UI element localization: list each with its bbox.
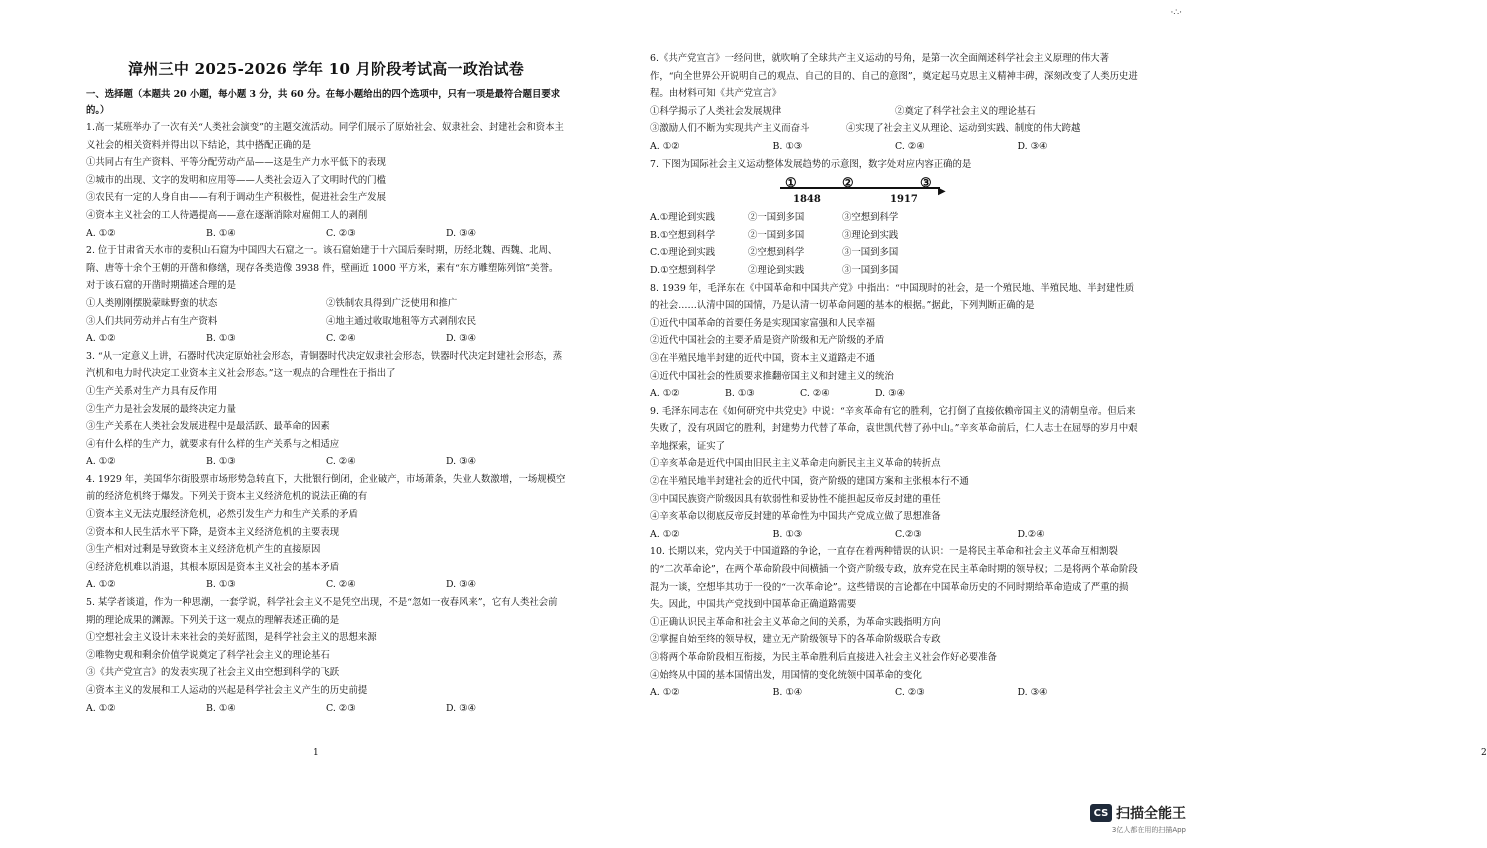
statement-row xyxy=(86,313,566,331)
question-8 xyxy=(650,280,1140,403)
statement: ①资本主义无法克服经济危机，必然引发生产力和生产关系的矛盾 xyxy=(86,509,358,521)
option-d[interactable]: D. ③④ xyxy=(446,227,476,239)
option-c[interactable]: C. ②④ xyxy=(895,140,925,152)
question-stem: 4. 1929 年，美国华尔街股票市场形势急转直下，大批银行倒闭，企业破产，市场萧条，失业人数激增，一场规模空前的经济危机终于爆发。下列关于资本主义经济危机的说法正确的有 xyxy=(86,473,566,503)
option-b[interactable]: B. ①③ xyxy=(206,456,236,468)
statement: ②资本和人民生活水平下降，是资本主义经济危机的主要表现 xyxy=(86,526,340,538)
statement: ①空想社会主义设计未来社会的美好蓝图，是科学社会主义的思想来源 xyxy=(86,632,377,644)
section-heading: 一、选择题（本题共 20 小题，每小题 3 分，共 60 分。在每小题给出的四个选项中，只有一项是最符合题目要求的。） xyxy=(86,89,561,116)
question-stem: 7. 下图为国际社会主义运动整体发展趋势的示意图，数字处对应内容正确的是 xyxy=(650,158,972,170)
right-column xyxy=(650,50,1140,702)
statement: ③农民有一定的人身自由——有利于调动生产积极性，促进社会生产发展 xyxy=(86,192,387,204)
option-a[interactable]: A. ①② xyxy=(86,333,116,345)
answer-options xyxy=(86,576,566,594)
option-c[interactable]: C. ②③ xyxy=(326,702,356,714)
statement-row xyxy=(86,295,566,313)
question-7 xyxy=(650,156,1140,280)
option-a[interactable]: A. ①② xyxy=(650,687,680,699)
option-c-item-2: ②空想到科学 xyxy=(748,247,805,259)
statement: ④资本主义的发展和工人运动的兴起是科学社会主义产生的历史前提 xyxy=(86,685,368,696)
exam-title: 漳州三中 2025-2026 学年 10 月阶段考试高一政治试卷 xyxy=(127,60,525,78)
statement: ④始终从中国的基本国情出发，用国情的变化统领中国革命的变化 xyxy=(650,669,922,681)
watermark-tagline: 3亿人都在用的扫描App xyxy=(1111,826,1186,834)
timeline-year-1917: 1917 xyxy=(890,194,918,206)
option-b[interactable]: B. ①③ xyxy=(206,333,236,345)
statement: ①近代中国革命的首要任务是实现国家富强和人民幸福 xyxy=(650,317,876,329)
question-9 xyxy=(650,403,1140,544)
option-b[interactable]: B. ①④ xyxy=(206,702,236,714)
statement: ④地主通过收取地租等方式剥削农民 xyxy=(326,315,477,327)
option-d-item-3: ③一国到多国 xyxy=(842,264,899,276)
statement: ③人们共同劳动并占有生产资料 xyxy=(86,315,218,327)
statement: ②铁制农具得到广泛使用和推广 xyxy=(326,297,458,309)
option-c[interactable]: C. ②④ xyxy=(326,333,356,345)
option-b[interactable]: B. ①④ xyxy=(772,687,803,699)
option-c[interactable]: C.①理论到实践 xyxy=(650,247,716,259)
statement: ③在半殖民地半封建的近代中国，资本主义道路走不通 xyxy=(650,352,876,364)
option-a[interactable]: A. ①② xyxy=(86,227,116,239)
option-c[interactable]: C. ②④ xyxy=(326,456,356,468)
option-a[interactable]: A. ①② xyxy=(650,140,680,152)
statement: ①科学揭示了人类社会发展规律 xyxy=(650,105,782,117)
answer-options xyxy=(650,526,1140,544)
statement: ①人类刚刚摆脱蒙昧野蛮的状态 xyxy=(86,297,218,309)
option-d[interactable]: D. ③④ xyxy=(446,579,476,591)
statement: ④经济危机难以消退，其根本原因是资本主义社会的基本矛盾 xyxy=(86,561,340,573)
question-4 xyxy=(86,471,566,594)
statement: ②生产力是社会发展的最终决定力量 xyxy=(86,403,237,415)
statement: ③中国民族资产阶级因具有软弱性和妥协性不能担起反帝反封建的重任 xyxy=(650,493,941,505)
option-d[interactable]: D. ③④ xyxy=(446,456,476,468)
question-stem: 10. 长期以来，党内关于中国道路的争论，一直存在着两种错误的认识：一是将民主革命和社会主义革命互相割裂的“二次革命论”，在两个革命阶段中间横插一个资产阶级专政，放弃党在民主革命时期的领导权；二是将两个革命阶段混为一谈，空想毕其功于一役的“一次革命论”。这些错误的言论都在中国革命历史的不同时期给革命造成了严重的损失。因此，中国共产党找到中国革命正确道路需要 xyxy=(650,546,1138,611)
answer-options-table xyxy=(650,209,1140,279)
question-stem: 1.高一某班举办了一次有关“人类社会演变”的主题交流活动。同学们展示了原始社会、奴隶社会、封建社会和资本主义社会的相关资料并得出以下结论，其中搭配正确的是 xyxy=(86,122,564,151)
arrow-right-icon: ▶ xyxy=(938,186,946,198)
left-questions xyxy=(86,119,566,717)
statement: ④辛亥革命以彻底反帝反封建的革命性为中国共产党成立做了思想准备 xyxy=(650,511,941,523)
option-c[interactable]: C. ②④ xyxy=(326,579,356,591)
option-c-item-3: ③一国到多国 xyxy=(842,247,899,259)
option-d[interactable]: D. ③④ xyxy=(875,388,905,400)
left-page xyxy=(0,0,600,848)
question-stem: 6.《共产党宣言》一经问世，就吹响了全球共产主义运动的号角，是第一次全面阐述科学社会主义原理的伟大著作，“向全世界公开说明自己的观点、自己的目的、自己的意图”，奠定起马克思主义精神丰碑，深刻改变了人类历史进程。由材料可知《共产党宣言》 xyxy=(650,53,1138,100)
answer-options xyxy=(86,225,566,243)
statement: ①共同占有生产资料、平等分配劳动产品——这是生产力水平低下的表现 xyxy=(86,157,387,169)
option-c[interactable]: C. ②④ xyxy=(800,388,830,400)
option-c[interactable]: C. ②③ xyxy=(326,227,356,239)
statement: ①正确认识民主革命和社会主义革命之间的关系，为革命实践指明方向 xyxy=(650,616,941,628)
camscanner-logo-icon: CS xyxy=(1090,804,1112,822)
option-a-item-2: ②一国到多国 xyxy=(748,212,805,224)
corner-mark: ·∴· xyxy=(1170,8,1182,18)
left-column xyxy=(86,58,566,717)
timeline-mark-2: ② xyxy=(842,176,854,192)
option-d[interactable]: D. ③④ xyxy=(1017,687,1048,699)
option-a[interactable]: A. ①② xyxy=(650,388,680,400)
option-a[interactable]: A. ①② xyxy=(86,702,116,714)
answer-options xyxy=(86,453,566,471)
option-b[interactable]: B. ①③ xyxy=(772,140,803,152)
question-stem: 8. 1939 年，毛泽东在《中国革命和中国共产党》中指出：“中国现时的社会，是一个殖民地、半殖民地、半封建性质的社会……认清中国的国情，乃是认清一切革命问题的基本的根据。”据此，下列判断正确的是 xyxy=(650,282,1135,312)
watermark-name: 扫描全能王 xyxy=(1116,806,1186,822)
question-stem: 2. 位于甘肃省天水市的麦积山石窟为中国四大石窟之一。该石窟始建于十六国后秦时期，历经北魏、西魏、北周、隋、唐等十余个王朝的开凿和修缮，现存各类造像 3938 件，壁画近 1000 平方米，素有“东方雕塑陈列馆”美誉。对于该石窟的开凿时期描述合理的是 xyxy=(86,245,559,292)
statement: ④近代中国社会的性质要求推翻帝国主义和封建主义的统治 xyxy=(650,370,894,382)
option-a[interactable]: A. ①② xyxy=(86,456,116,468)
statement: ④资本主义社会的工人待遇提高——意在逐渐消除对雇佣工人的剥削 xyxy=(86,209,368,221)
option-a[interactable]: A. ①② xyxy=(86,579,116,591)
option-b-item-2: ②一国到多国 xyxy=(748,229,805,241)
statement-row xyxy=(650,120,1140,138)
statement: ③激励人们不断为实现共产主义而奋斗 xyxy=(650,123,810,135)
question-2 xyxy=(86,242,566,348)
option-a-item-3: ③空想到科学 xyxy=(842,212,899,224)
option-d-item-2: ②理论到实践 xyxy=(748,264,805,276)
option-d[interactable]: D.①空想到科学 xyxy=(650,264,716,276)
option-d[interactable]: D. ③④ xyxy=(1017,140,1048,152)
answer-options xyxy=(650,385,950,403)
page-number: 1 xyxy=(313,748,319,758)
question-1 xyxy=(86,119,566,242)
question-3 xyxy=(86,348,566,471)
option-c[interactable]: C.②③ xyxy=(895,528,922,540)
statement: ②城市的出现、文字的发明和应用等——人类社会迈入了文明时代的门槛 xyxy=(86,174,387,186)
question-stem: 3. “从一定意义上讲，石器时代决定原始社会形态，青铜器时代决定奴隶社会形态，铁器时代决定封建社会形态，蒸汽机和电力时代决定工业资本主义社会形态。”这一观点的合理性在于指出了 xyxy=(86,350,563,380)
question-stem: 9. 毛泽东同志在《如何研究中共党史》中说：“辛亥革命有它的胜利，它打倒了直接依赖帝国主义的清朝皇帝。但后来失败了，没有巩固它的胜利，封建势力代替了革命，袁世凯代替了孙中山。”辛亥革命前后，仁人志士在屈辱的岁月中艰辛地探索，证实了 xyxy=(650,405,1138,452)
statement: ②奠定了科学社会主义的理论基石 xyxy=(895,105,1036,117)
timeline-year-1848: 1848 xyxy=(793,194,821,206)
answer-options xyxy=(86,330,566,348)
statement: ①生产关系对生产力具有反作用 xyxy=(86,385,218,397)
statement: ②近代中国社会的主要矛盾是资产阶级和无产阶级的矛盾 xyxy=(650,335,885,347)
question-6 xyxy=(650,50,1140,156)
timeline-axis xyxy=(780,187,940,189)
timeline-mark-1: ① xyxy=(785,176,797,192)
camscanner-watermark xyxy=(1090,803,1186,835)
statement: ③生产相对过剩是导致资本主义经济危机产生的直接原因 xyxy=(86,544,321,556)
option-b[interactable]: B. ①③ xyxy=(772,528,803,540)
statement: ④有什么样的生产力，就要求有什么样的生产关系与之相适应 xyxy=(86,438,340,450)
option-d[interactable]: D.②④ xyxy=(1017,528,1045,540)
option-d[interactable]: D. ③④ xyxy=(446,702,476,714)
option-a[interactable]: A. ①② xyxy=(650,528,680,540)
statement: ③《共产党宣言》的发表实现了社会主义由空想到科学的飞跃 xyxy=(86,667,340,679)
page-number: 2 xyxy=(1481,748,1487,758)
question-10 xyxy=(650,543,1140,701)
option-b[interactable]: B.①空想到科学 xyxy=(650,229,716,241)
answer-options xyxy=(650,684,1140,702)
statement: ②唯物史观和剩余价值学说奠定了科学社会主义的理论基石 xyxy=(86,649,330,661)
option-b[interactable]: B. ①③ xyxy=(206,579,236,591)
timeline-diagram xyxy=(650,175,1140,205)
answer-options xyxy=(650,138,1140,156)
answer-options xyxy=(86,700,566,718)
statement: ②掌握自始至终的领导权，建立无产阶级领导下的各革命阶级联合专政 xyxy=(650,634,941,646)
statement: ③将两个革命阶段相互衔接，为民主革命胜利后直接进入社会主义社会作好必要准备 xyxy=(650,652,997,663)
option-a[interactable]: A.①理论到实践 xyxy=(650,212,716,224)
statement: ③生产关系在人类社会发展进程中是最活跃、最革命的因素 xyxy=(86,421,330,433)
statement: ②在半殖民地半封建社会的近代中国，资产阶级的建国方案和主张根本行不通 xyxy=(650,476,969,488)
timeline-mark-3: ③ xyxy=(920,176,932,192)
question-5 xyxy=(86,594,566,717)
option-d[interactable]: D. ③④ xyxy=(446,333,476,345)
option-b[interactable]: B. ①③ xyxy=(725,388,755,400)
statement: ①辛亥革命是近代中国由旧民主主义革命走向新民主主义革命的转折点 xyxy=(650,458,941,470)
question-stem: 5. 某学者谈道，作为一种思潮，一套学说，科学社会主义不是凭空出现，不是“忽如一夜春风来”，它有人类社会前期的理论成果的渊源。下列关于这一观点的理解表述正确的是 xyxy=(86,597,558,626)
statement-row xyxy=(650,103,1140,121)
statement: ④实现了社会主义从理论、运动到实践、制度的伟大跨越 xyxy=(846,123,1081,135)
option-b[interactable]: B. ①④ xyxy=(206,227,236,239)
option-c[interactable]: C. ②③ xyxy=(895,687,925,699)
option-b-item-3: ③理论到实践 xyxy=(842,229,899,241)
